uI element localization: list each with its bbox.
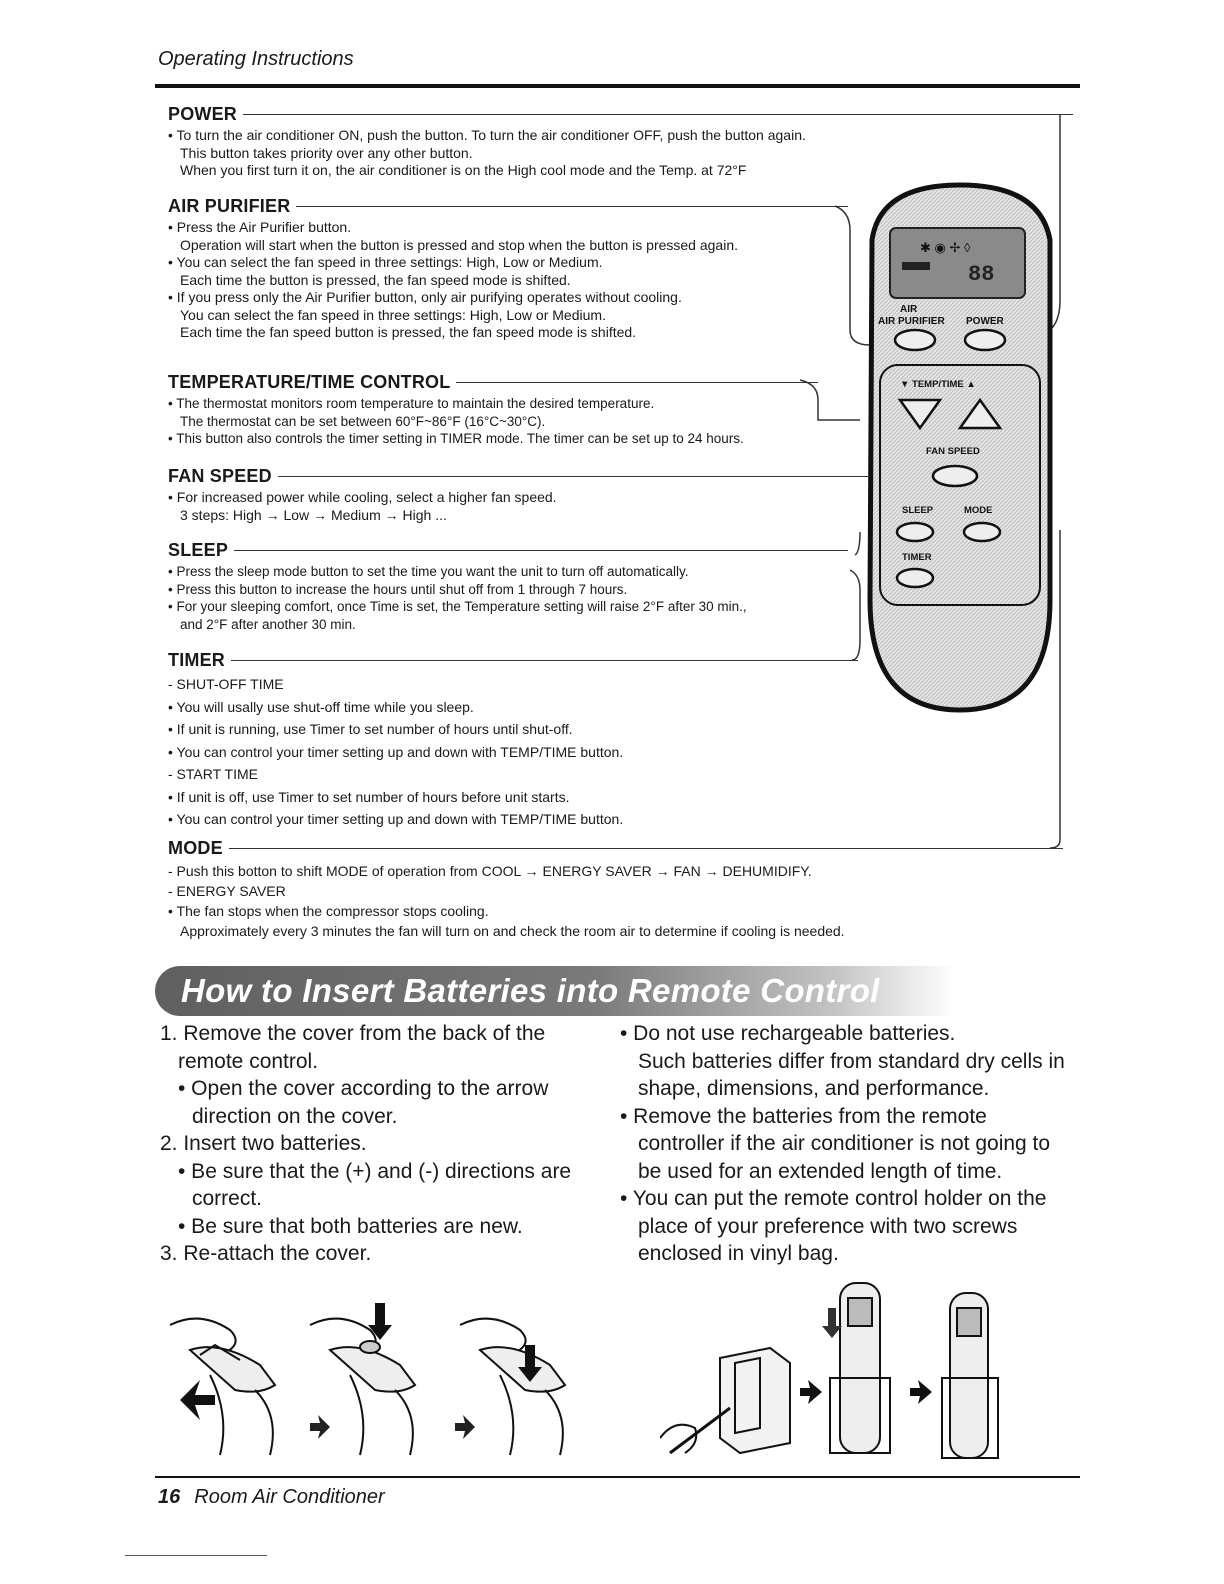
arrow-right-icon [800,1380,822,1404]
text-line: - Push this botton to shift MODE of operation from COOL → ENERGY SAVER → FAN → DEHUMIDIFY. [168,863,812,879]
text-line: and 2°F after another 30 min. [180,616,356,632]
text-line: • The fan stops when the compressor stops cooling. [168,903,489,919]
text-line: 3 steps: High → Low → Medium → High ... [180,506,447,523]
remote-holder [720,1348,790,1453]
text-line: You can select the fan speed in three settings: High, Low or Medium. [180,306,606,323]
text-line: • Press the Air Purifier button. [168,219,352,235]
text-line: • You will usally use shut-off time while you sleep. [168,698,474,715]
battery-insertion-illustration [160,1285,600,1465]
section-title: TEMPERATURE/TIME CONTROL [168,372,451,392]
sleep-button[interactable] [897,523,933,541]
text-line: - SHUT-OFF TIME [168,676,284,692]
power-button[interactable] [965,330,1005,350]
remote-label-power: POWER [966,316,1004,327]
section-title: POWER [168,104,238,124]
holder-mounting-illustration [660,1268,1040,1468]
hand-remote-step1 [170,1319,275,1455]
batteries-banner [155,966,1080,1016]
arrow-icon [180,1380,215,1420]
section-title: SLEEP [168,540,229,560]
arrow-right-icon [310,1415,330,1439]
section-title: AIR PURIFIER [168,196,291,216]
text-line: • For increased power while cooling, select a higher fan speed. [168,489,557,505]
remote-label-fan-speed: FAN SPEED [926,446,980,457]
text-line: • If unit is running, use Timer to set number of hours until shut-off. [168,721,573,737]
remote-label-sleep: SLEEP [902,505,934,516]
text-line: Approximately every 3 minutes the fan will turn on and check the room air to determine if cooling is needed. [180,923,845,939]
step-line: • Be sure that the (+) and (-) directions are [178,1159,572,1183]
svg-text:✱ ◉ ✢ ◊: ✱ ◉ ✢ ◊ [920,240,971,255]
arrow-down-icon [368,1303,392,1340]
page-footer [158,1486,385,1509]
note-line: be used for an extended length of time. [638,1159,1003,1183]
timer-button[interactable] [897,569,933,587]
arrow-right-icon [455,1415,475,1439]
page-header: Operating Instructions [158,48,354,70]
text-line: • Press the sleep mode button to set the time you want the unit to turn off automatically. [168,564,689,579]
battery-notes [620,1020,1080,1268]
step-line: • Be sure that both batteries are new. [178,1214,523,1238]
text-line: When you first turn it on, the air conditioner is on the High cool mode and the Temp. at 72°F [180,162,747,178]
step-line: direction on the cover. [192,1104,398,1128]
hand-remote-step2 [310,1319,415,1455]
text-line: Operation will start when the button is pressed and stop when the button is pressed again. [180,236,739,253]
remote-label-temp-time: ▼ TEMP/TIME ▲ [900,379,976,390]
remote-control-illustration [860,180,1060,720]
air-purifier-button[interactable] [895,330,935,350]
note-line: enclosed in vinyl bag. [638,1242,839,1265]
footer-rule [155,1476,1080,1478]
text-line: Each time the button is pressed, the fan speed mode is shifted. [180,271,571,288]
text-line: • You can control your timer setting up and down with TEMP/TIME button. [168,743,624,760]
text-line: - START TIME [168,766,258,782]
page-number: 16 [158,1486,181,1508]
text-line: This button takes priority over any other button. [180,144,473,161]
step-line: 1. Remove the cover from the back of the [160,1022,546,1045]
step-line: remote control. [178,1049,319,1073]
note-line: • You can put the remote control holder on the [620,1187,1047,1210]
note-line: place of your preference with two screws [638,1214,1018,1238]
arrow-right-icon [910,1380,932,1404]
footer-title: Room Air Conditioner [194,1486,385,1508]
text-line: • This button also controls the timer setting in TIMER mode. The timer can be set up to 24 hours. [168,431,744,446]
fan-speed-button[interactable] [933,466,977,486]
text-line: • To turn the air conditioner ON, push the button. To turn the air conditioner OFF, push the button again. [168,127,806,143]
svg-text:AIR: AIR [900,304,918,315]
remote-display-digits: 88 [968,262,995,287]
text-line: - ENERGY SAVER [168,883,286,899]
note-line: Such batteries differ from standard dry cells in [638,1049,1065,1073]
step-line: 3. Re-attach the cover. [160,1242,372,1265]
remote-label-air-purifier: AIR PURIFIER [878,316,945,327]
text-line: • If unit is off, use Timer to set number of hours before unit starts. [168,788,570,805]
section-title: MODE [168,838,223,858]
section-title: TIMER [168,650,225,670]
note-line: controller if the air conditioner is not going to [638,1132,1051,1155]
text-line: The thermostat can be set between 60°F~86°F (16°C~30°C). [180,413,546,429]
note-line: shape, dimensions, and performance. [638,1077,990,1100]
step-line: • Open the cover according to the arrow [178,1077,549,1100]
text-line: Each time the fan speed button is pressed, the fan speed mode is shifted. [180,324,637,340]
text-line: • For your sleeping comfort, once Time is set, the Temperature setting will raise 2°F after 30 min., [168,599,747,614]
blue-underline [125,1555,267,1556]
section-title: FAN SPEED [168,466,272,486]
remote-label-timer: TIMER [902,552,932,563]
text-line: • If you press only the Air Purifier button, only air purifying operates without cooling. [168,289,682,305]
text-line: • The thermostat monitors room temperature to maintain the desired temperature. [168,396,655,411]
note-line: • Remove the batteries from the remote [620,1104,987,1128]
note-line: • Do not use rechargeable batteries. [620,1022,956,1045]
mode-button[interactable] [964,523,1000,541]
banner-title: How to Insert Batteries into Remote Control [181,972,880,1009]
remote-label-mode: MODE [964,505,993,516]
hand-remote-step3 [460,1319,565,1455]
text-line: • Press this button to increase the hours until shut off from 1 through 7 hours. [168,581,628,597]
text-line: • You can select the fan speed in three settings: High, Low or Medium. [168,254,603,270]
battery-steps [160,1020,600,1268]
step-line: 2. Insert two batteries. [160,1132,367,1155]
text-line: • You can control your timer setting up and down with TEMP/TIME button. [168,811,624,827]
step-line: correct. [192,1187,263,1210]
